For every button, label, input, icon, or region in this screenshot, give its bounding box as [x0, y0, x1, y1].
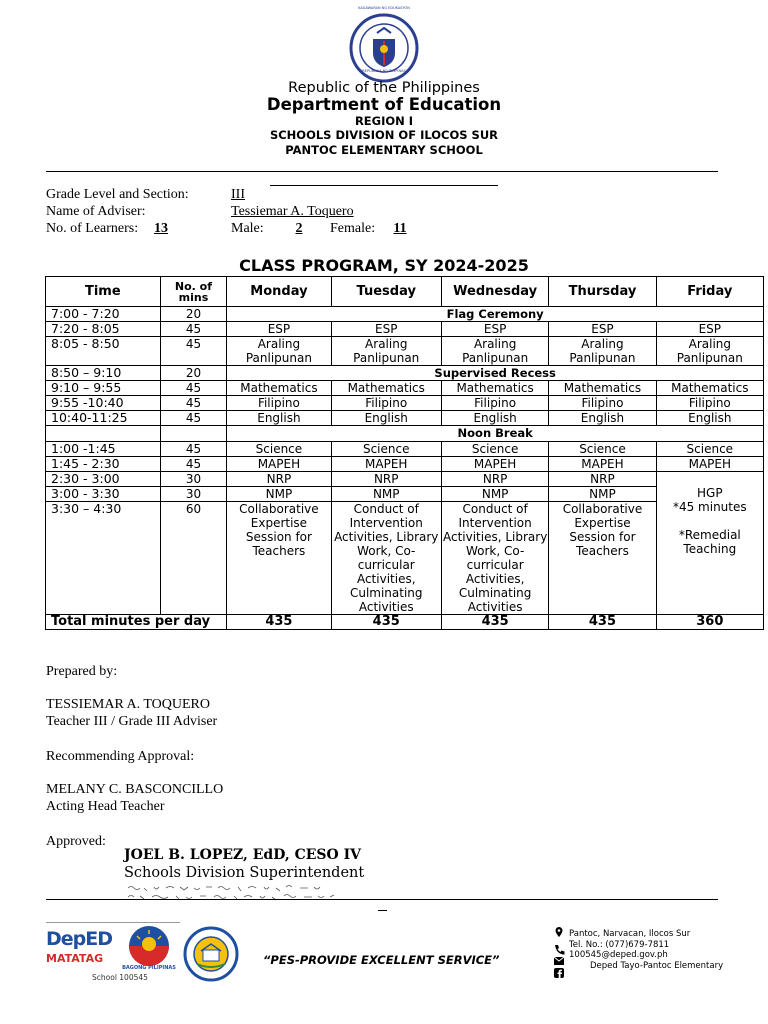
noon-break-cell: Noon Break — [227, 426, 764, 442]
deped-logo-text: DepED — [46, 928, 113, 950]
class-program-table — [45, 276, 764, 630]
mins-cell: 45 — [160, 411, 227, 426]
footer-logo-line — [46, 922, 180, 923]
contact-block — [569, 929, 723, 971]
time-cell: 1:00 -1:45 — [46, 442, 161, 457]
activity-cell: Conduct of Intervention Activities, Library Work, Co-curricular Activities, Culminating Activities — [331, 502, 441, 615]
approved-title: Schools Division Superintendent — [124, 865, 365, 881]
subject-cell: Filipino — [441, 396, 548, 411]
header-friday: Friday — [656, 277, 763, 307]
subject-cell: MAPEH — [331, 457, 441, 472]
facebook-text: Deped Tayo-Pantoc Elementary — [590, 960, 724, 971]
subject-cell: MAPEH — [441, 457, 548, 472]
address-text: Pantoc, Narvacan, Ilocos Sur — [569, 929, 691, 939]
subject-cell: Mathematics — [549, 381, 656, 396]
adviser-label: Name of Adviser: — [46, 204, 146, 219]
subject-cell: Mathematics — [656, 381, 763, 396]
subject-cell: Araling Panlipunan — [227, 337, 331, 366]
subject-cell: ESP — [656, 322, 763, 337]
mins-cell: 20 — [160, 366, 227, 381]
subject-cell: English — [331, 411, 441, 426]
subject-cell: Araling Panlipunan — [656, 337, 763, 366]
school-name: PANTOC ELEMENTARY SCHOOL — [285, 143, 483, 157]
footer-divider-short — [378, 910, 387, 911]
flag-ceremony-cell: Flag Ceremony — [227, 307, 764, 322]
time-cell: 7:00 - 7:20 — [46, 307, 161, 322]
school-id-text: School 100545 — [92, 973, 148, 982]
subject-cell: Science — [656, 442, 763, 457]
grade-label: Grade Level and Section: — [46, 187, 189, 202]
subject-cell: Science — [441, 442, 548, 457]
recommending-name: MELANY C. BASCONCILLO — [46, 782, 224, 797]
location-pin-icon — [553, 926, 565, 938]
prepared-title: Teacher III / Grade III Adviser — [46, 714, 218, 729]
subject-cell: NMP — [441, 487, 548, 502]
activity-cell: Conduct of Intervention Activities, Library Work, Co-curricular Activities, Culminating Activities — [442, 502, 548, 614]
male-label: Male: — [231, 221, 264, 236]
subject-cell: Araling Panlipunan — [331, 337, 441, 366]
time-cell: 8:05 - 8:50 — [46, 337, 161, 366]
subject-cell: Science — [549, 442, 656, 457]
mins-cell: 45 — [160, 396, 227, 411]
table-row — [46, 396, 764, 411]
female-value: 11 — [393, 221, 407, 236]
header-thursday: Thursday — [549, 277, 656, 307]
table-row — [46, 307, 764, 322]
subject-cell: MAPEH — [227, 457, 331, 472]
friday-afternoon-cell — [656, 472, 763, 615]
header-wednesday: Wednesday — [441, 277, 548, 307]
time-cell: 10:40-11:25 — [46, 411, 161, 426]
time-cell: 3:30 – 4:30 — [46, 502, 161, 615]
subject-cell: Filipino — [549, 396, 656, 411]
mail-icon — [553, 955, 565, 967]
subject-cell: Science — [227, 442, 331, 457]
program-title: CLASS PROGRAM, SY 2024-2025 — [239, 256, 529, 275]
mins-cell: 60 — [160, 502, 227, 615]
republic-text: Republic of the Philippines — [288, 80, 480, 96]
grade-value: III — [231, 187, 245, 202]
table-row — [46, 411, 764, 426]
header-time: Time — [46, 277, 161, 307]
total-value: 435 — [331, 615, 441, 630]
table-row — [46, 502, 764, 615]
mins-cell: 45 — [160, 457, 227, 472]
female-label: Female: — [330, 221, 376, 236]
division-text: SCHOOLS DIVISION OF ILOCOS SUR — [269, 128, 499, 142]
time-cell: 3:00 - 3:30 — [46, 487, 161, 502]
approved-name: JOEL B. LOPEZ, EdD, CESO IV — [124, 847, 362, 863]
region-text: REGION I — [354, 114, 414, 128]
approved-label: Approved: — [46, 834, 106, 849]
table-row — [46, 442, 764, 457]
total-label: Total minutes per day — [46, 615, 227, 630]
baybayin-script-icon — [124, 883, 344, 903]
table-row — [46, 487, 764, 502]
mins-cell — [160, 426, 227, 442]
subject-cell: Filipino — [656, 396, 763, 411]
subject-cell: NMP — [227, 487, 331, 502]
mins-cell: 20 — [160, 307, 227, 322]
time-cell: 8:50 – 9:10 — [46, 366, 161, 381]
matatag-text: MATATAG — [46, 952, 104, 965]
footer-divider — [46, 899, 718, 900]
table-row — [46, 337, 764, 366]
pantoc-school-logo-icon — [183, 926, 239, 982]
time-cell: 9:10 – 9:55 — [46, 381, 161, 396]
facebook-icon — [553, 967, 565, 979]
contact-icons — [553, 925, 565, 975]
subject-cell: NRP — [441, 472, 548, 487]
bagong-pilipinas-text: BAGONG PILIPINAS — [122, 965, 176, 971]
subject-cell: ESP — [549, 322, 656, 337]
subject-cell: NRP — [549, 472, 656, 487]
motto-text: “PES-PROVIDE EXCELLENT SERVICE” — [263, 953, 500, 967]
recess-cell: Supervised Recess — [227, 366, 764, 381]
subject-cell: ESP — [331, 322, 441, 337]
header-divider — [46, 171, 718, 172]
recommending-title: Acting Head Teacher — [46, 799, 165, 814]
subject-cell: MAPEH — [549, 457, 656, 472]
activity-cell: Collaborative Expertise Session for Teachers — [227, 502, 331, 615]
time-cell: 9:55 -10:40 — [46, 396, 161, 411]
subject-cell: Mathematics — [227, 381, 331, 396]
mins-cell: 45 — [160, 442, 227, 457]
table-row — [46, 322, 764, 337]
header-mins: No. of mins — [160, 277, 227, 307]
table-row — [46, 472, 764, 487]
friday-remedial: *Remedial Teaching — [678, 528, 741, 556]
subject-cell: Science — [331, 442, 441, 457]
table-header-row — [46, 277, 764, 307]
subject-cell: English — [441, 411, 548, 426]
mins-cell: 30 — [160, 487, 227, 502]
mins-cell: 45 — [160, 337, 227, 366]
deped-matatag-logo — [46, 928, 118, 974]
prepared-name: TESSIEMAR A. TOQUERO — [46, 697, 211, 712]
table-row — [46, 366, 764, 381]
subject-cell: NMP — [549, 487, 656, 502]
subject-cell: Mathematics — [441, 381, 548, 396]
total-row — [46, 615, 764, 630]
time-cell: 1:45 - 2:30 — [46, 457, 161, 472]
subject-cell: NRP — [227, 472, 331, 487]
subject-cell: NRP — [331, 472, 441, 487]
mins-cell: 30 — [160, 472, 227, 487]
subject-cell: Filipino — [331, 396, 441, 411]
time-cell — [46, 426, 161, 442]
mins-cell: 45 — [160, 381, 227, 396]
total-value: 435 — [227, 615, 331, 630]
prepared-label: Prepared by: — [46, 664, 118, 679]
subject-cell: MAPEH — [656, 457, 763, 472]
header-tuesday: Tuesday — [331, 277, 441, 307]
subject-cell: English — [227, 411, 331, 426]
recommending-label: Recommending Approval: — [46, 749, 195, 764]
seal-bottom-text: REPUBLIKA NG PILIPINAS — [362, 69, 406, 73]
subject-cell: English — [656, 411, 763, 426]
time-cell: 7:20 - 8:05 — [46, 322, 161, 337]
friday-45-minutes: *45 minutes — [672, 500, 747, 514]
subject-cell: Filipino — [227, 396, 331, 411]
subject-cell: Araling Panlipunan — [441, 337, 548, 366]
seal-ring-text: KAGAWARAN NG EDUKASYON — [358, 6, 410, 10]
tel-text: Tel. No.: (077)679-7811 — [569, 939, 670, 950]
total-value: 435 — [441, 615, 548, 630]
header-monday: Monday — [227, 277, 331, 307]
subject-cell: Araling Panlipunan — [549, 337, 656, 366]
subject-cell: NMP — [331, 487, 441, 502]
table-row — [46, 457, 764, 472]
time-cell: 2:30 - 3:00 — [46, 472, 161, 487]
table-row — [46, 426, 764, 442]
phone-icon — [553, 943, 565, 955]
total-value: 360 — [656, 615, 763, 630]
mins-cell: 45 — [160, 322, 227, 337]
subject-cell: ESP — [227, 322, 331, 337]
subject-cell: Mathematics — [331, 381, 441, 396]
email-text: 100545@deped.gov.ph — [569, 950, 668, 960]
learners-value: 13 — [154, 221, 168, 236]
adviser-value: Tessiemar A. Toquero — [231, 204, 354, 219]
subject-cell: English — [549, 411, 656, 426]
male-value: 2 — [295, 221, 303, 236]
friday-hgp: HGP — [697, 486, 723, 500]
total-value: 435 — [549, 615, 656, 630]
subject-cell: ESP — [441, 322, 548, 337]
header-divider-short — [270, 185, 498, 186]
activity-cell: Collaborative Expertise Session for Teachers — [549, 502, 656, 615]
learners-label: No. of Learners: — [46, 221, 139, 236]
department-title: Department of Education — [266, 95, 502, 114]
table-row — [46, 381, 764, 396]
